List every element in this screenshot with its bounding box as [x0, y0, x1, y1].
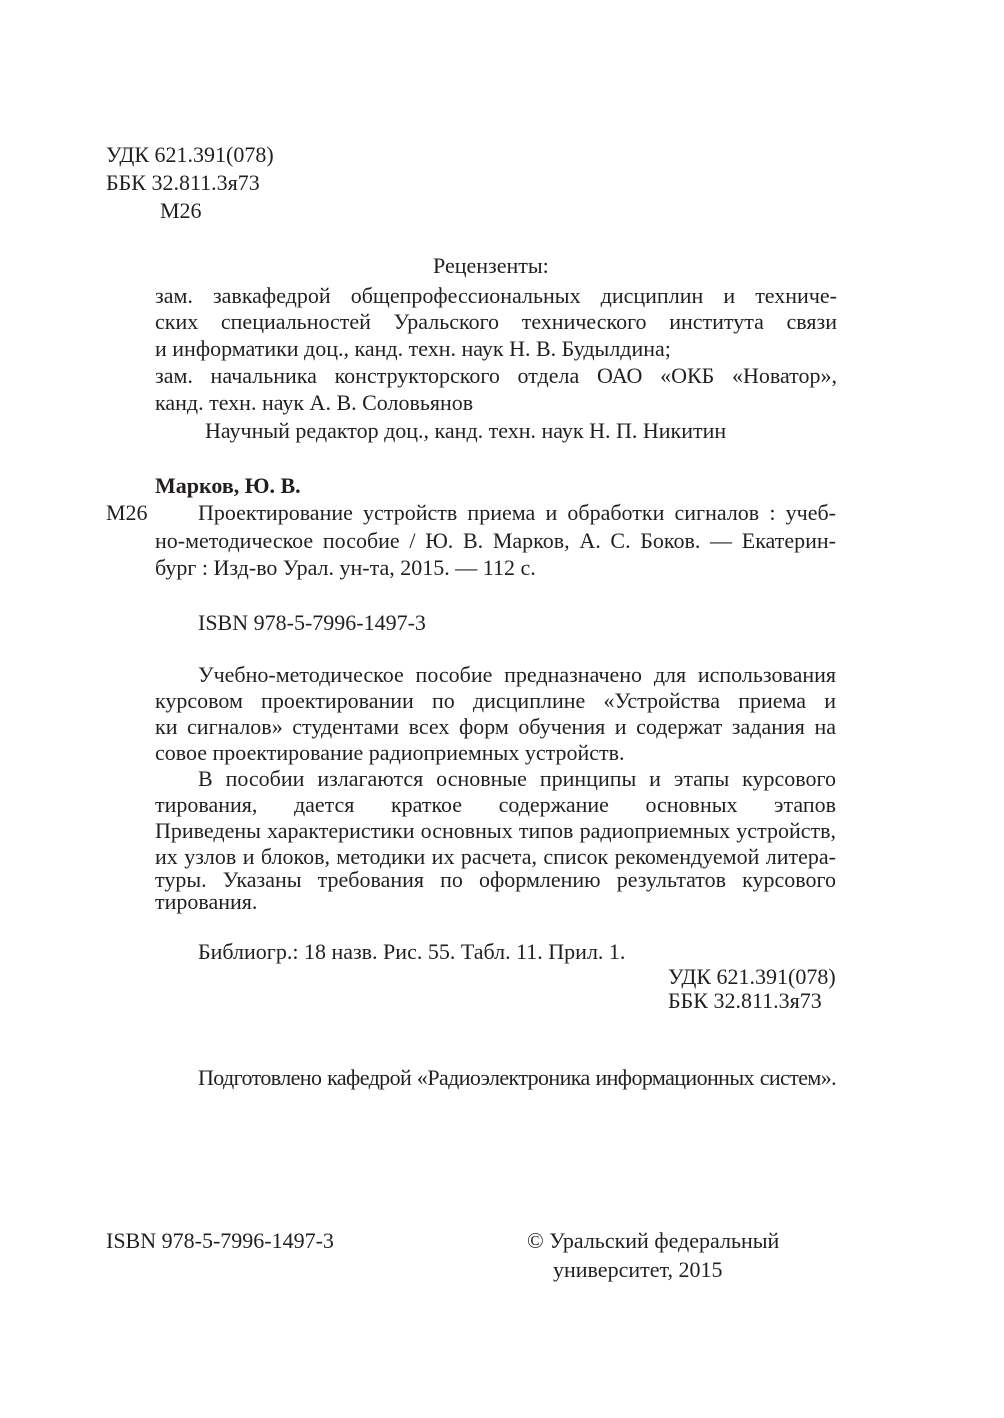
footer-isbn: ISBN 978-5-7996-1497-3 — [106, 1228, 334, 1253]
header-udk: УДК 621.391(078) — [106, 142, 274, 167]
abstract-line: туры. Указаны требования по оформлению результатов курсового — [155, 867, 836, 892]
reviewer-line: зам. завкафедрой общепрофессиональных дисциплин и техниче- — [155, 283, 837, 308]
bib-line: бург : Изд-во Урал. ун-та, 2015. — 112 с. — [155, 555, 536, 580]
abstract-line: Учебно-методическое пособие предназначено для использования — [198, 662, 836, 687]
reviewer-line: канд. техн. наук А. В. Соловьянов — [155, 390, 474, 415]
abstract-udk: УДК 621.391(078) — [668, 964, 836, 989]
biblio-stats: Библиогр.: 18 назв. Рис. 55. Табл. 11. Прил. 1. — [198, 939, 626, 964]
abstract-line: Приведены характеристики основных типов радиоприемных устройств, — [155, 818, 836, 843]
abstract-bbk: ББК 32.811.3я73 — [668, 988, 822, 1013]
header-code: М26 — [160, 198, 202, 223]
copyright-line: © Уральский федеральный — [527, 1228, 780, 1253]
bib-code: М26 — [106, 500, 148, 525]
bib-line: но-методическое пособие / Ю. В. Марков, А. С. Боков. — Екатерин- — [155, 528, 836, 553]
abstract-line: ки сигналов» студентами всех форм обучения и содержат задания на — [155, 714, 836, 739]
reviewers-title: Рецензенты: — [433, 253, 549, 278]
copyright-line: университет, 2015 — [553, 1257, 723, 1282]
abstract-line: тирования. — [155, 889, 258, 914]
bib-author: Марков, Ю. В. — [155, 473, 301, 498]
scientific-editor: Научный редактор доц., канд. техн. наук Н. П. Никитин — [205, 418, 727, 443]
bib-line: Проектирование устройств приема и обработки сигналов : учеб- — [198, 500, 836, 525]
abstract-line: их узлов и блоков, методики их расчета, список рекомендуемой литера- — [155, 844, 836, 869]
header-bbk: ББК 32.811.3я73 — [106, 170, 260, 195]
abstract-line: курсовом проектировании по дисциплине «Устройства приема и — [155, 688, 836, 713]
abstract-line: В пособии излагаются основные принципы и этапы курсового — [198, 766, 836, 791]
prepared-by: Подготовлено кафедрой «Радиоэлектроника информационных систем». — [198, 1065, 836, 1090]
reviewer-line: зам. начальника конструкторского отдела ОАО «ОКБ «Новатор», — [155, 363, 837, 388]
bib-isbn: ISBN 978-5-7996-1497-3 — [198, 610, 426, 635]
abstract-line: тирования, дается краткое содержание основных этапов — [155, 792, 836, 817]
abstract-line: совое проектирование радиоприемных устройств. — [155, 740, 625, 765]
reviewer-line: ских специальностей Уральского технического института связи — [155, 309, 837, 334]
reviewer-line: и информатики доц., канд. техн. наук Н. В. Будылдина; — [155, 336, 671, 361]
